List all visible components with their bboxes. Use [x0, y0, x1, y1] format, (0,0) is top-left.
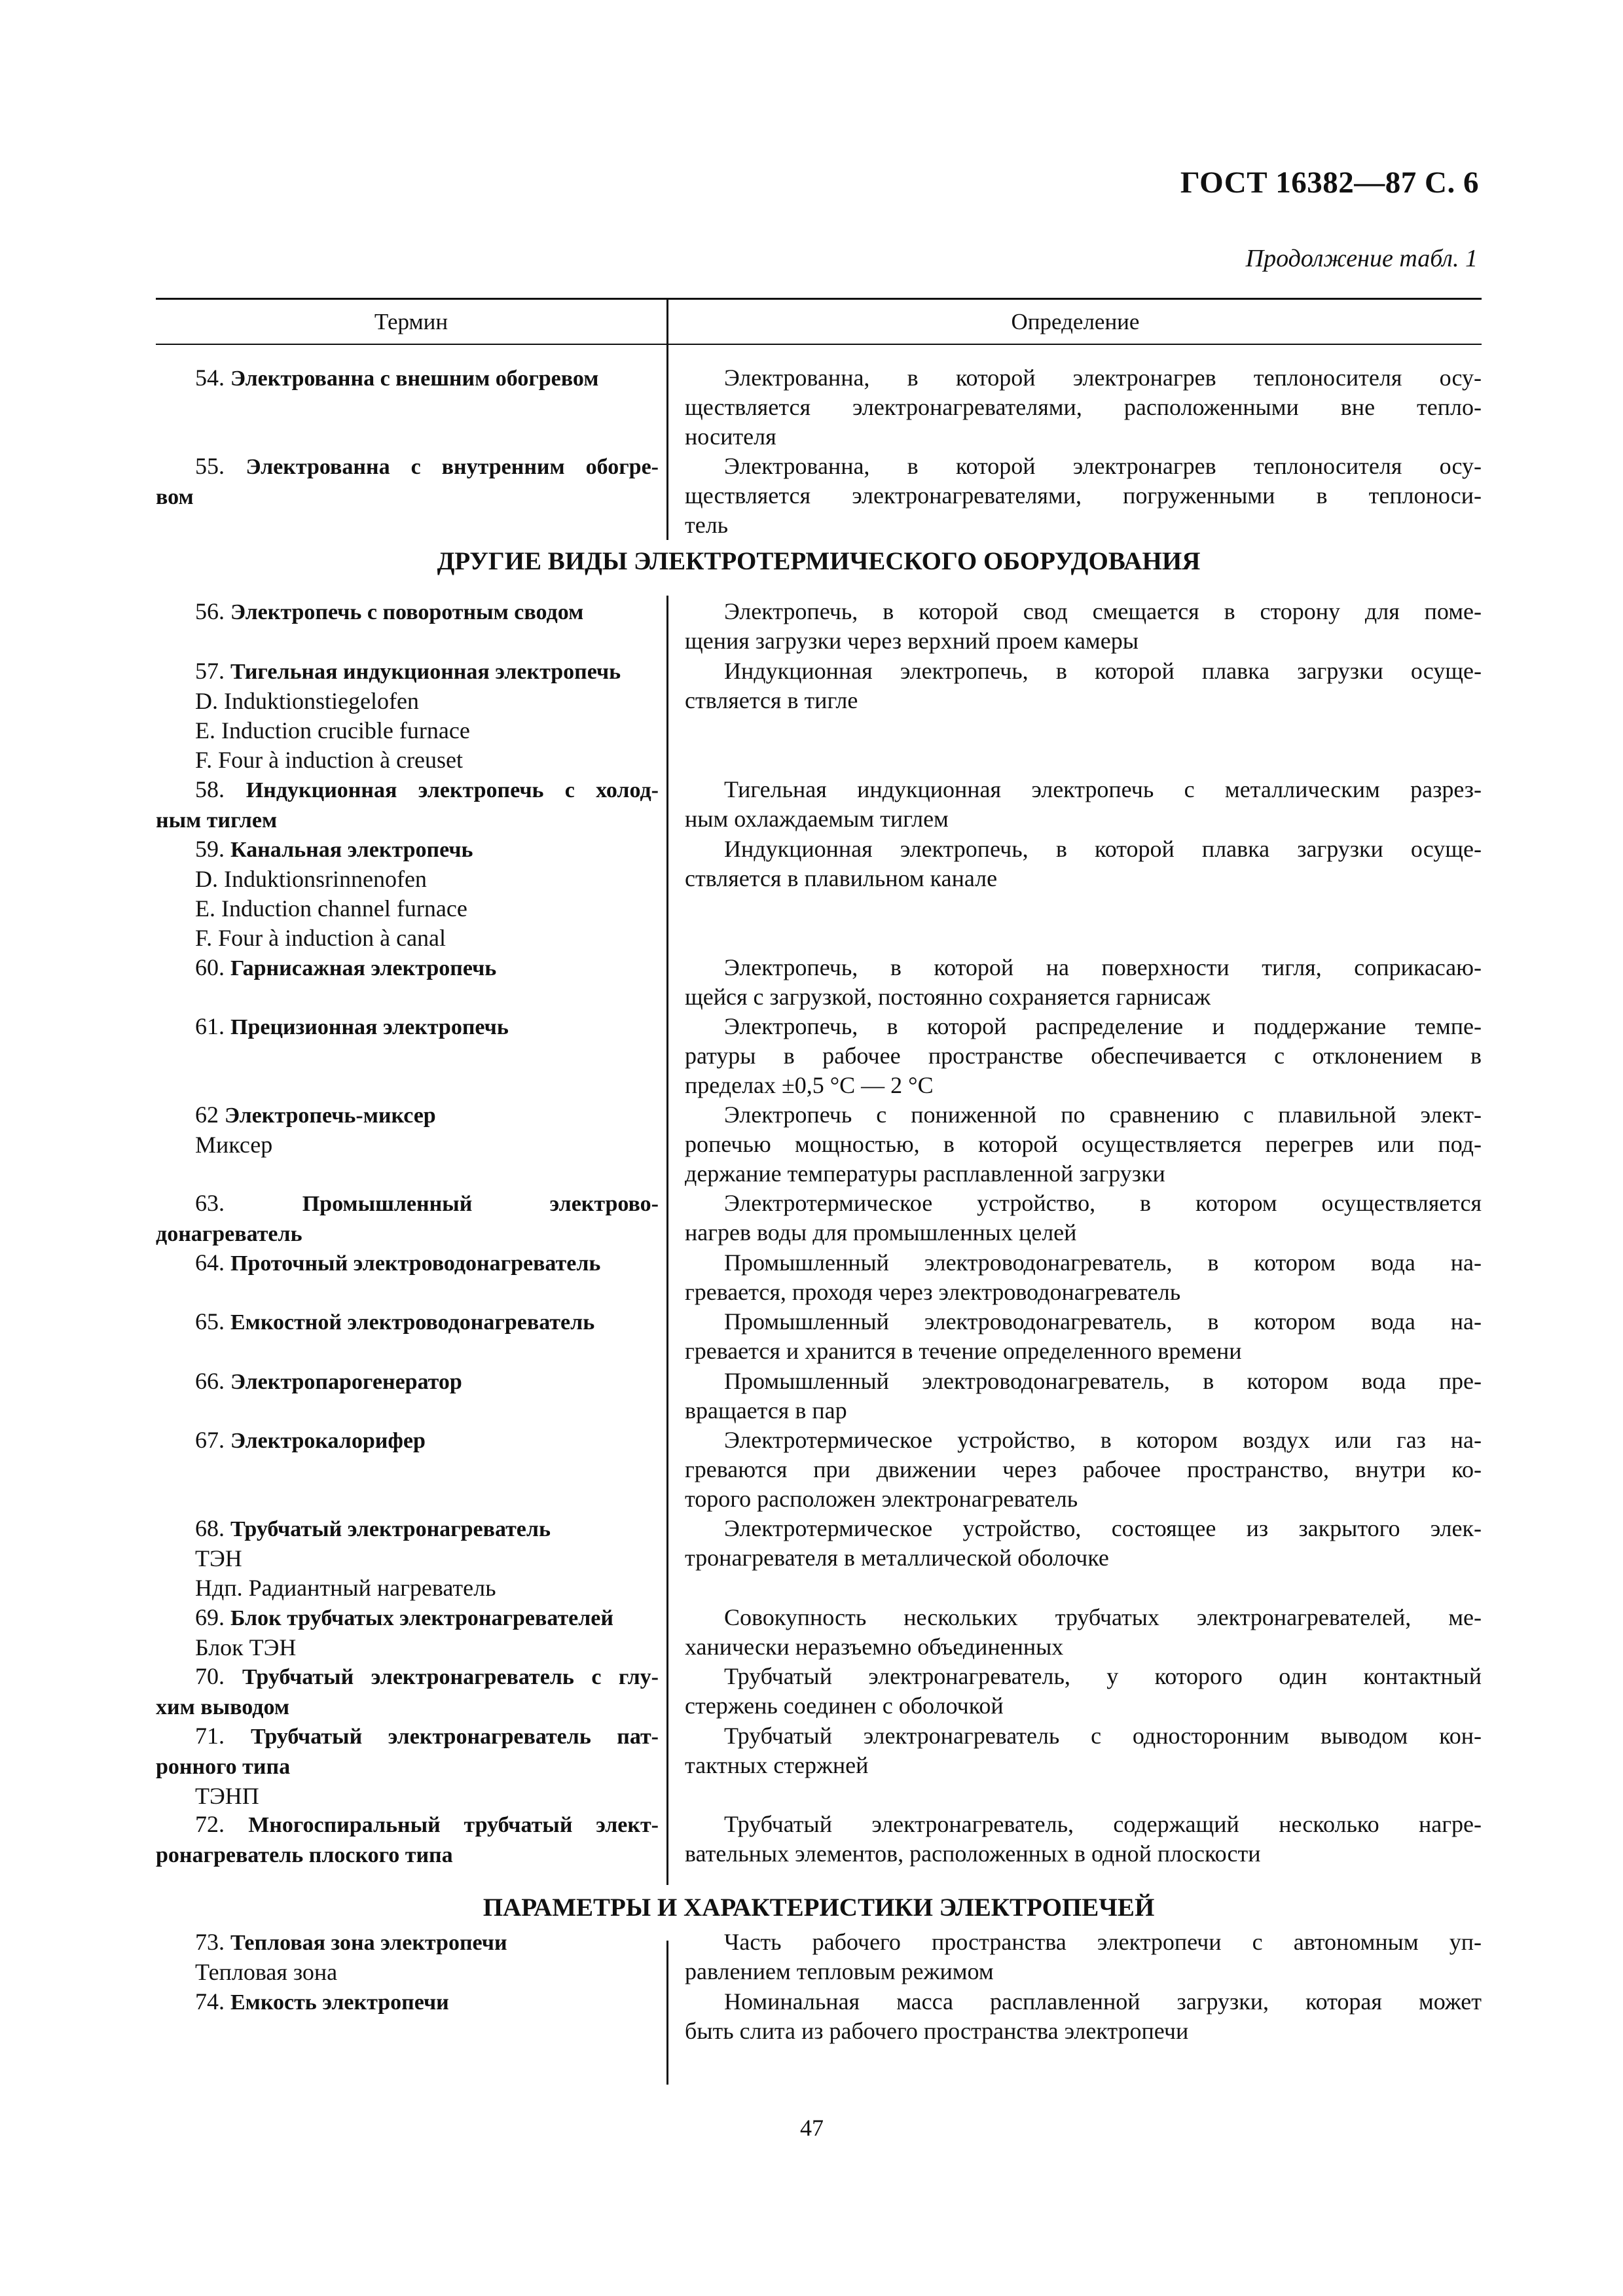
definition-cell [685, 1426, 1482, 1514]
term-name: Тепловая зона электропечи [230, 1931, 507, 1955]
term-number: 70. [195, 1663, 242, 1689]
definition-cell [685, 363, 1482, 452]
term-line [156, 1692, 659, 1722]
term-name: Индукционная электропечь с холод- [246, 778, 659, 802]
definition-line: носителя [685, 423, 776, 450]
definition-line: тактных стержней [685, 1752, 869, 1778]
term-line [156, 1426, 659, 1456]
term-cell [156, 953, 659, 983]
term-number: 63. [195, 1190, 302, 1216]
definition-line: Электропечь, в которой свод смещается в сторону для поме- [724, 598, 1482, 624]
term-number: 62 [195, 1102, 225, 1128]
term-line [156, 452, 659, 482]
definition-cell [685, 1928, 1482, 1986]
definition-cell [685, 1514, 1482, 1573]
term-line [156, 656, 659, 687]
term-line [156, 1840, 659, 1870]
term-name: Промышленный электрово- [302, 1192, 659, 1216]
definition-line: Электротермическое устройство, состоящее из закрытого элек- [724, 1515, 1482, 1541]
term-number: 69. [195, 1604, 230, 1630]
section-title: ПАРАМЕТРЫ И ХАРАКТЕРИСТИКИ ЭЛЕКТРОПЕЧЕЙ [483, 1893, 1155, 1922]
term-cell [156, 1426, 659, 1456]
term-line [156, 1603, 659, 1633]
term-line [156, 1100, 659, 1130]
definition-line: щения загрузки через верхний проем камеры [685, 628, 1139, 654]
term-number: 65. [195, 1308, 230, 1335]
term-name: Электропечь-миксер [225, 1103, 436, 1128]
definition-line: ществляется электронагревателями, расположенными вне тепло- [685, 394, 1482, 420]
term-cell [156, 1987, 659, 2017]
definition-line: Промышленный электроводонагреватель, в котором вода на- [724, 1249, 1482, 1276]
term-synonym: Блок ТЭН [195, 1634, 297, 1660]
term-name: Электропечь с поворотным сводом [230, 600, 584, 624]
term-name: ронагреватель плоского типа [156, 1843, 453, 1867]
term-name: Электрованна с внешним обогревом [230, 367, 599, 391]
definition-line: вательных элементов, расположенных в одной плоскости [685, 1840, 1261, 1867]
definition-line: торого расположен электронагреватель [685, 1486, 1078, 1512]
term-synonym: F. Four à induction à creuset [195, 747, 464, 773]
term-line [156, 834, 659, 865]
definition-line: Тигельная индукционная электропечь с металлическим разрез- [724, 776, 1482, 802]
term-number: 57. [195, 658, 230, 684]
definition-cell [685, 1367, 1482, 1426]
term-number: 58. [195, 776, 246, 802]
definition-line: ным охлаждаемым тиглем [685, 806, 949, 832]
definition-line: Индукционная электропечь, в которой плавка загрузки осуще- [724, 658, 1482, 684]
definition-cell [685, 1307, 1482, 1366]
term-synonym: F. Four à induction à canal [195, 925, 447, 951]
definition-line: ропечью мощностью, в которой осуществляется перегрев или под- [685, 1131, 1482, 1157]
definition-line: Трубчатый электронагреватель, у которого один контактный [724, 1663, 1482, 1689]
definition-cell [685, 1987, 1482, 2046]
definition-cell [685, 1100, 1482, 1189]
term-name: Трубчатый электронагреватель [230, 1517, 551, 1541]
term-number: 74. [195, 1988, 230, 2015]
definition-line: гревается и хранится в течение определенного времени [685, 1338, 1242, 1364]
term-synonym: E. Induction channel furnace [195, 895, 467, 922]
definition-cell [685, 1810, 1482, 1869]
term-name: Канальная электропечь [230, 838, 473, 862]
definition-cell [685, 775, 1482, 834]
term-name: донагреватель [156, 1222, 302, 1246]
definition-line: Трубчатый электронагреватель, содержащий несколько нагре- [724, 1811, 1482, 1837]
term-name: Емкостной электроводонагреватель [230, 1310, 595, 1335]
column-divider [666, 345, 668, 540]
term-line [156, 953, 659, 983]
definition-line: щейся с загрузкой, постоянно сохраняется гарнисаж [685, 984, 1211, 1010]
column-header-definition: Определение [1011, 309, 1140, 334]
term-cell [156, 452, 659, 512]
term-cell [156, 1810, 659, 1870]
definition-line: быть слита из рабочего пространства электропечи [685, 2018, 1189, 2044]
definition-line: Электропечь, в которой на поверхности тигля, соприкасаю- [724, 954, 1482, 980]
term-number: 60. [195, 954, 230, 980]
page-number: 47 [800, 2115, 824, 2141]
definition-cell [685, 1662, 1482, 1721]
term-synonym: ТЭН [195, 1545, 242, 1571]
definition-cell [685, 452, 1482, 540]
term-line [156, 1751, 659, 1782]
term-name: Гарнисажная электропечь [230, 956, 497, 980]
term-name: Емкость электропечи [230, 1990, 449, 2015]
term-number: 56. [195, 598, 230, 624]
term-line [156, 1012, 659, 1042]
term-name: Электропарогенератор [230, 1370, 462, 1394]
column-header-term: Термин [374, 309, 448, 334]
term-number: 55. [195, 453, 246, 479]
term-synonym: D. Induktionstiegelofen [195, 688, 419, 714]
term-name: Блок трубчатых электронагревателей [230, 1606, 613, 1630]
term-name: Трубчатый электронагреватель пат- [250, 1725, 659, 1749]
definition-cell [685, 656, 1482, 715]
definition-line: гревается, проходя через электроводонагреватель [685, 1279, 1181, 1305]
term-number: 67. [195, 1427, 230, 1453]
term-line [156, 1367, 659, 1397]
term-number: 64. [195, 1249, 230, 1276]
term-line [156, 1810, 659, 1840]
term-number: 72. [195, 1811, 249, 1837]
definition-line: Индукционная электропечь, в которой плавка загрузки осуще- [724, 836, 1482, 862]
term-cell [156, 1248, 659, 1278]
column-divider [666, 596, 668, 1885]
term-line [156, 1307, 659, 1337]
definition-line: Электрованна, в которой электронагрев теплоносителя осу- [724, 365, 1482, 391]
section-title: ДРУГИЕ ВИДЫ ЭЛЕКТРОТЕРМИЧЕСКОГО ОБОРУДОВАНИЯ [437, 547, 1201, 575]
term-name: вом [156, 485, 194, 509]
definition-line: Электропечь, в которой распределение и поддержание темпе- [724, 1013, 1482, 1039]
term-name: Многоспиральный трубчатый элект- [248, 1813, 659, 1837]
definition-line: равлением тепловым режимом [685, 1958, 994, 1984]
term-name: Электрокалорифер [230, 1429, 426, 1453]
term-synonym: Ндп. Радиантный нагреватель [195, 1575, 496, 1601]
term-cell [156, 775, 659, 835]
definition-line: ратуры в рабочее пространстве обеспечивается с отклонением в [685, 1043, 1482, 1069]
term-name: ронного типа [156, 1755, 291, 1779]
term-name: Электрованна с внутренним обогре- [246, 455, 659, 479]
term-synonym: Миксер [195, 1132, 273, 1158]
term-cell [156, 834, 659, 953]
term-number: 73. [195, 1929, 230, 1955]
definition-line: Номинальная масса расплавленной загрузки, которая может [724, 1988, 1482, 2015]
definition-line: стержень соединен с оболочкой [685, 1693, 1004, 1719]
term-line [156, 1219, 659, 1249]
term-cell [156, 1721, 659, 1811]
term-line [156, 363, 659, 393]
term-cell [156, 597, 659, 627]
term-cell [156, 363, 659, 393]
term-line [156, 597, 659, 627]
definition-line: тель [685, 512, 729, 538]
term-line [156, 805, 659, 835]
definition-cell [685, 953, 1482, 1012]
term-number: 61. [195, 1013, 230, 1039]
definition-line: греваются при движении через рабочее пространство, внутри ко- [685, 1456, 1482, 1482]
term-number: 68. [195, 1515, 230, 1541]
term-number: 66. [195, 1368, 230, 1394]
term-line [156, 775, 659, 805]
term-name: ным тиглем [156, 808, 278, 833]
term-cell [156, 1603, 659, 1662]
definition-line: Электротермическое устройство, в котором воздух или газ на- [724, 1427, 1482, 1453]
term-line [156, 1189, 659, 1219]
term-cell [156, 1012, 659, 1042]
definition-line: держание температуры расплавленной загрузки [685, 1160, 1165, 1187]
definition-cell [685, 1721, 1482, 1780]
definition-line: Электротермическое устройство, в котором осуществляется [724, 1190, 1482, 1216]
definition-line: нагрев воды для промышленных целей [685, 1219, 1077, 1246]
column-divider [666, 298, 668, 345]
definition-line: пределах ±0,5 °С — 2 °С [685, 1072, 934, 1098]
term-synonym: E. Induction crucible furnace [195, 717, 470, 744]
term-name: хим выводом [156, 1695, 290, 1719]
definition-line: ханически неразъемно объединенных [685, 1634, 1064, 1660]
term-line [156, 1248, 659, 1278]
definition-line: Промышленный электроводонагреватель, в котором вода на- [724, 1308, 1482, 1335]
term-number: 71. [195, 1723, 251, 1749]
term-name: Проточный электроводонагреватель [230, 1251, 601, 1276]
term-cell [156, 1367, 659, 1397]
term-line [156, 482, 659, 512]
term-number: 59. [195, 836, 230, 862]
definition-line: Электропечь с пониженной по сравнению с плавильной элект- [724, 1102, 1482, 1128]
column-divider [666, 1941, 668, 2085]
definition-cell [685, 834, 1482, 893]
definition-line: Электрованна, в которой электронагрев теплоносителя осу- [724, 453, 1482, 479]
definition-line: тронагревателя в металлической оболочке [685, 1545, 1109, 1571]
term-line [156, 1721, 659, 1751]
definition-line: вращается в пар [685, 1397, 847, 1424]
definition-line: ществляется электронагревателями, погруженными в теплоноси- [685, 482, 1482, 509]
term-cell [156, 656, 659, 775]
term-line [156, 1662, 659, 1692]
definition-line: ствляется в плавильном канале [685, 865, 998, 891]
definition-line: Совокупность нескольких трубчатых электронагревателей, ме- [724, 1604, 1482, 1630]
definition-cell [685, 1189, 1482, 1247]
term-name: Тигельная индукционная электропечь [230, 660, 621, 684]
definition-line: ствляется в тигле [685, 687, 858, 713]
definition-cell [685, 597, 1482, 656]
definition-cell [685, 1603, 1482, 1662]
definition-line: Часть рабочего пространства электропечи с автономным уп- [724, 1929, 1482, 1955]
term-cell [156, 1100, 659, 1160]
term-number: 54. [195, 365, 230, 391]
term-cell [156, 1307, 659, 1337]
term-name: Трубчатый электронагреватель с глу- [242, 1665, 659, 1689]
term-name: Прецизионная электропечь [230, 1015, 509, 1039]
definition-cell [685, 1012, 1482, 1100]
term-cell [156, 1514, 659, 1603]
term-line [156, 1514, 659, 1544]
term-cell [156, 1189, 659, 1249]
term-synonym: ТЭНП [195, 1783, 259, 1809]
definition-line: Промышленный электроводонагреватель, в котором вода пре- [724, 1368, 1482, 1394]
definition-cell [685, 1248, 1482, 1307]
document-header: ГОСТ 16382—87 С. 6 [1180, 166, 1479, 200]
term-line [156, 1928, 659, 1958]
definition-line: Трубчатый электронагреватель с односторонним выводом кон- [724, 1723, 1482, 1749]
table-header-rule [156, 344, 1482, 345]
term-cell [156, 1928, 659, 1987]
table-continuation-label: Продолжение табл. 1 [1245, 245, 1478, 272]
term-line [156, 1987, 659, 2017]
term-synonym: Тепловая зона [195, 1959, 338, 1985]
table-top-rule [156, 298, 1482, 300]
term-cell [156, 1662, 659, 1722]
term-synonym: D. Induktionsrinnenofen [195, 866, 427, 892]
